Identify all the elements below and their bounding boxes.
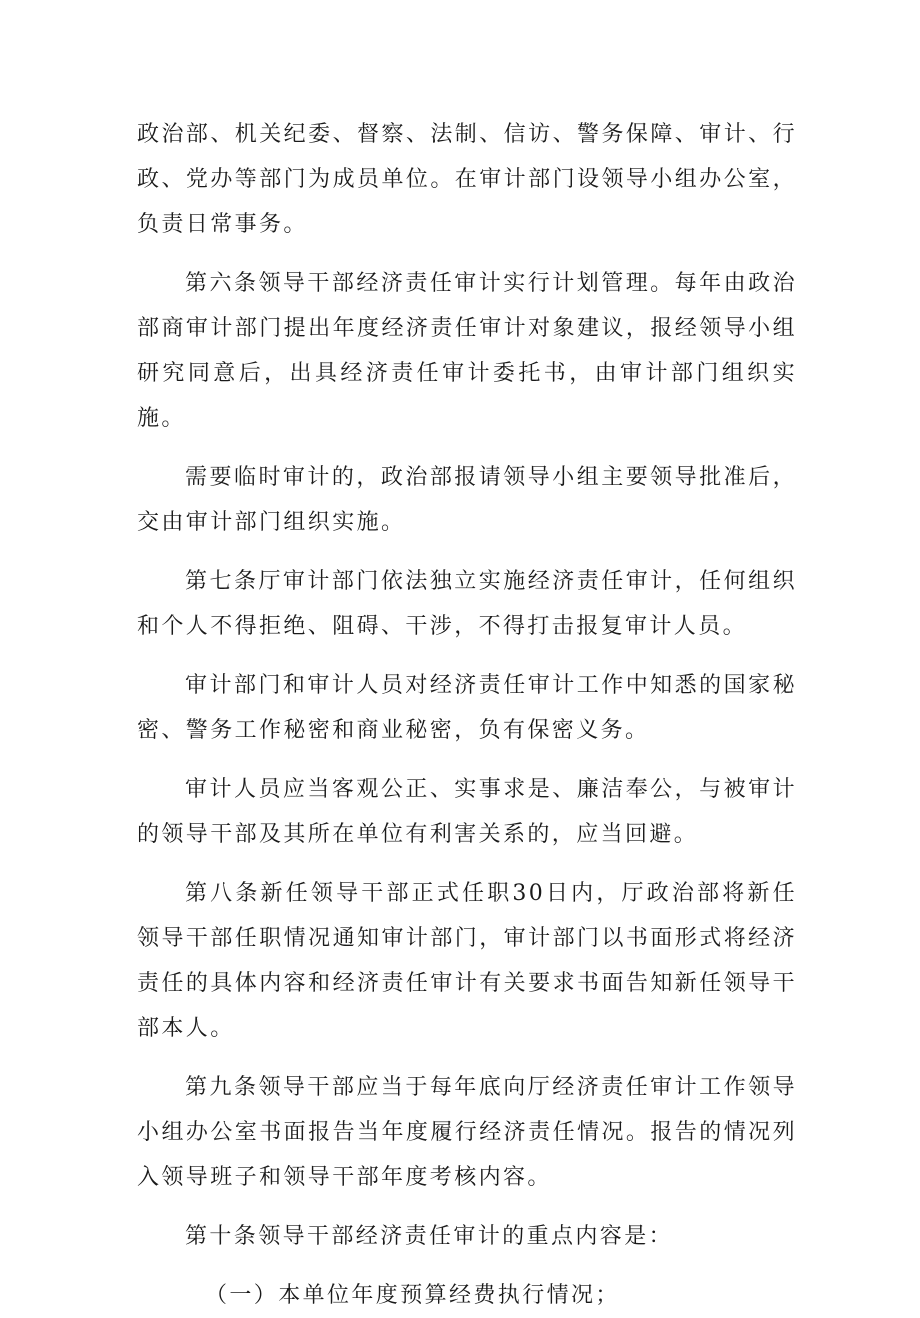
paragraph-continuation: 政治部、机关纪委、督察、法制、信访、警务保障、审计、行政、党办等部门为成员单位。在审计部门设领导小组办公室，负责日常事务。 xyxy=(137,122,797,237)
list-item-1: （一）本单位年度预算经费执行情况； xyxy=(205,1283,620,1308)
paragraph-article-6: 第六条领导干部经济责任审计实行计划管理。每年由政治部商审计部门提出年度经济责任审计对象建议，报经领导小组研究同意后，出具经济责任审计委托书，由审计部门组织实施。 xyxy=(137,271,797,431)
paragraph-recusal: 审计人员应当客观公正、实事求是、廉洁奉公，与被审计的领导干部及其所在单位有利害关系的，应当回避。 xyxy=(137,777,797,847)
paragraph-article-8: 第八条新任领导干部正式任职30日内，厅政治部将新任领导干部任职情况通知审计部门，审计部门以书面形式将经济责任的具体内容和经济责任审计有关要求书面告知新任领导干部本人。 xyxy=(137,881,797,1041)
paragraph-article-10: 第十条领导干部经济责任审计的重点内容是： xyxy=(185,1224,674,1249)
paragraph-confidentiality: 审计部门和审计人员对经济责任审计工作中知悉的国家秘密、警务工作秘密和商业秘密，负有保密义务。 xyxy=(137,673,797,743)
paragraph-article-9: 第九条领导干部应当于每年底向厅经济责任审计工作领导小组办公室书面报告当年度履行经济责任情况。报告的情况列入领导班子和领导干部年度考核内容。 xyxy=(137,1075,797,1190)
paragraph-temporary-audit: 需要临时审计的，政治部报请领导小组主要领导批准后，交由审计部门组织实施。 xyxy=(137,465,797,535)
paragraph-article-7: 第七条厅审计部门依法独立实施经济责任审计，任何组织和个人不得拒绝、阻碍、干涉，不得打击报复审计人员。 xyxy=(137,569,797,639)
document-body xyxy=(137,112,797,1318)
